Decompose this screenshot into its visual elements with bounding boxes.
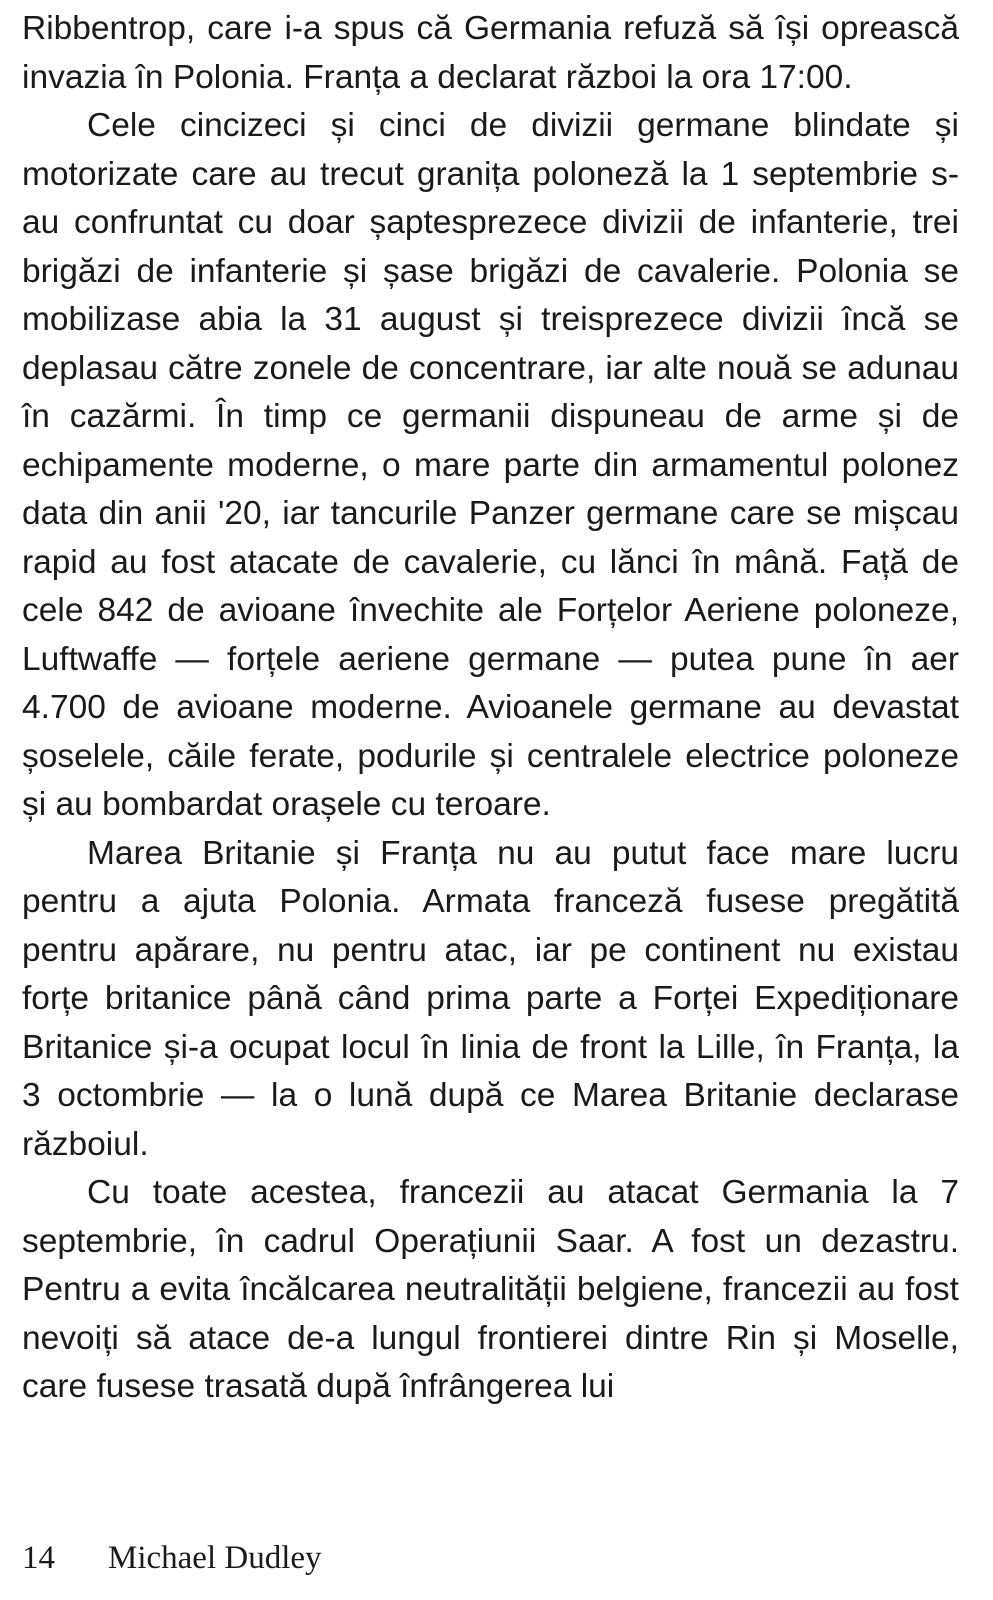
book-page [22, 0, 959, 1412]
body-paragraph: Cele cincizeci și cinci de divizii germane blindate și motorizate care au trecut granița poloneză la 1 septembrie s-au confruntat cu doar șaptesprezece divizii de infanterie, trei brigăzi de infanterie și șase brigăzi de cavalerie. Polonia se mobilizase abia la 31 august și treisprezece divizii încă se deplasau către zonele de concentrare, iar alte nouă se adunau în cazărmi. În timp ce germanii dispuneau de arme și de echipamente moderne, o mare parte din armamentul polonez data din anii '20, iar tancurile Panzer germane care se mișcau rapid au fost atacate de cavalerie, cu lănci în mână. Față de cele 842 de avioane învechite ale Forțelor Aeriene poloneze, Luftwaffe — forțele aeriene germane — putea pune în aer 4.700 de avioane moderne. Avioanele germane au devastat șoselele, căile ferate, podurile și centralele electrice poloneze și au bombardat orașele cu teroare. [22, 107, 959, 823]
running-author: Michael Dudley [108, 1540, 322, 1576]
page-footer [22, 1540, 322, 1577]
body-paragraph: Ribbentrop, care i-a spus că Germania refuză să își oprească invazia în Polonia. Franța a declarat război la ora 17:00. [22, 10, 959, 96]
body-paragraph: Cu toate acestea, francezii au atacat Germania la 7 septembrie, în cadrul Operațiunii Saar. A fost un dezastru. Pentru a evita încălcarea neutralității belgiene, francezii au fost nevoiți să atace de-a lungul frontierei dintre Rin și Moselle, care fusese trasată după înfrângerea lui [22, 1174, 959, 1405]
body-paragraph: Marea Britanie și Franța nu au putut face mare lucru pentru a ajuta Polonia. Armata franceză fusese pregătită pentru apărare, nu pentru atac, iar pe continent nu existau forțe britanice până când prima parte a Forței Expediționare Britanice și-a ocupat locul în linia de front la Lille, în Franța, la 3 octombrie — la o lună după ce Marea Britanie declarase războiul. [22, 834, 959, 1163]
page-number: 14 [22, 1540, 55, 1576]
